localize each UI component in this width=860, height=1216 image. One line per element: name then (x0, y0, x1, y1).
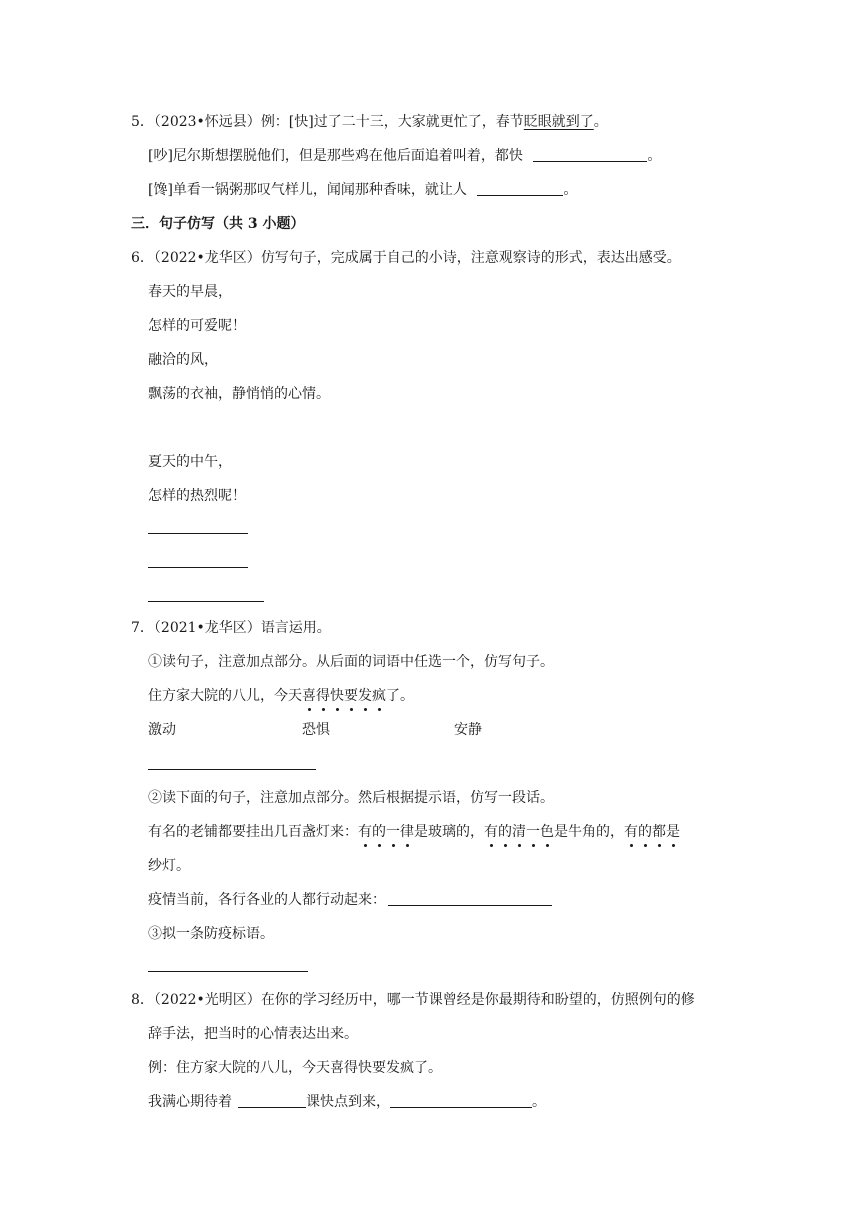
q6-answer-line-1[interactable] (148, 533, 248, 534)
q7-line (131, 618, 331, 638)
q6-prompt: 仿写句子，完成属于自己的小诗，注意观察诗的形式，表达出感受。 (260, 250, 681, 266)
q7-part1-marker: ① (148, 654, 162, 670)
q5-number: 5． (131, 114, 154, 130)
dotted-char: 的 (638, 824, 652, 840)
q6-answer-line-3[interactable] (148, 601, 264, 602)
q8-answer-text-a: 我满心期待着 (148, 1094, 232, 1110)
section3-heading: 三．句子仿写（共 3 小题） (131, 216, 305, 232)
q7-source: （2021•龙华区） (153, 620, 261, 636)
q5-source: （2023•怀远县） (153, 114, 261, 130)
q8-blank-1[interactable] (238, 1093, 306, 1108)
lantern-text-c: 是牛角的， (554, 824, 624, 840)
q7-prompt-text: 疫情当前，各行各业的人都行动起来： (148, 892, 386, 908)
lantern-text-a: 有名的老铺都要挂出几百盏灯来： (148, 824, 358, 840)
dotted-char: 发 (358, 688, 372, 704)
q5-example-prefix: 例：[快]过了二十三，大家就更忙了，春节 (260, 114, 524, 130)
q7-part3 (148, 924, 274, 944)
q7-part2-text: 读下面的句子，注意加点部分。然后根据提示语，仿写一段话。 (162, 790, 554, 806)
dotted-char: 有 (484, 824, 498, 840)
dotted-char: 都 (652, 824, 666, 840)
q8-blank-2[interactable] (390, 1093, 532, 1108)
q6-poem2-line2: 怎样的热烈呢！ (148, 488, 246, 504)
q7-part3-marker: ③ (148, 926, 162, 942)
dotted-char: 得 (316, 688, 330, 704)
dotted-char: 喜 (302, 688, 316, 704)
q5-item2-end: 。 (563, 182, 578, 198)
q8-example: 例：住方家大院的八儿，今天喜得快要发疯了。 (148, 1060, 442, 1076)
q6-source: （2022•龙华区） (153, 250, 261, 266)
dotted-char: 一 (526, 824, 540, 840)
dotted-char: 的 (498, 824, 512, 840)
dotted-char: 一 (386, 824, 400, 840)
dotted-char: 清 (512, 824, 526, 840)
q8-prompt-2: 辞手法，把当时的心情表达出来。 (148, 1026, 358, 1042)
dotted-char: 疯 (372, 688, 386, 704)
q8-answer-line (148, 1092, 546, 1112)
lantern-text-b: 是玻璃的， (414, 824, 484, 840)
q7-prompt-line (148, 890, 552, 910)
dotted-char: 有 (358, 824, 372, 840)
q6-poem1-line3: 融洽的风， (148, 352, 218, 368)
dotted-char: 色 (540, 824, 554, 840)
q7-number: 7． (131, 620, 154, 636)
q7-word-1: 激动 (148, 722, 176, 738)
q5-item2-text: [馋]单看一锅粥那叹气样儿，闻闻那种香味，就让人 (148, 182, 467, 198)
q7-word-3: 安静 (454, 722, 482, 738)
q6-number: 6． (131, 250, 154, 266)
q7-word-2: 恐惧 (302, 722, 330, 738)
dotted-char: 要 (344, 688, 358, 704)
q8-answer-text-b: 课快点到来， (306, 1094, 390, 1110)
q8-answer-end: 。 (532, 1094, 546, 1110)
q8-source: （2022•光明区） (153, 992, 261, 1008)
dotted-char: 有 (624, 824, 638, 840)
q7-part1-text: 读句子，注意加点部分。从后面的词语中任选一个，仿写句子。 (162, 654, 554, 670)
q8-line (131, 990, 695, 1010)
q7-part2 (148, 788, 554, 808)
q7-part3-answer-line[interactable] (148, 971, 308, 972)
dotted-char: 的 (372, 824, 386, 840)
q5-item1-end: 。 (647, 148, 662, 164)
q5-item2 (148, 180, 577, 200)
q6-poem1-line4: 飘荡的衣袖，静悄悄的心情。 (148, 386, 330, 402)
q5-item1-blank[interactable] (533, 147, 647, 162)
q7-sentence (148, 686, 414, 706)
dotted-char: 是 (666, 824, 680, 840)
dotted-char: 快 (330, 688, 344, 704)
q7-part3-text: 拟一条防疫标语。 (162, 926, 274, 942)
q7-lantern-sentence (148, 822, 680, 842)
q6-poem1-line2: 怎样的可爱呢！ (148, 318, 246, 334)
q7-part1-answer-line[interactable] (148, 769, 316, 770)
q6-poem2-line1: 夏天的中午， (148, 454, 232, 470)
q7-lantern-continuation: 纱灯。 (148, 858, 190, 874)
q7-sentence-prefix: 住方家大院的八儿，今天 (148, 688, 302, 704)
q7-part1 (148, 652, 554, 672)
q7-part2-marker: ② (148, 790, 162, 806)
q7-sentence-end: 了。 (386, 688, 414, 704)
q6-line (131, 248, 681, 268)
q8-number: 8． (131, 992, 154, 1008)
q7-prompt: 语言运用。 (260, 620, 331, 636)
dotted-char: 律 (400, 824, 414, 840)
q6-poem1-line1: 春天的早晨， (148, 284, 232, 300)
q5-item2-blank[interactable] (477, 181, 563, 196)
q5-example-underlined: 眨眼就到了 (523, 114, 594, 130)
q6-answer-line-2[interactable] (148, 567, 248, 568)
q7-part2-blank[interactable] (388, 891, 552, 906)
q5-item1-text: [吵]尼尔斯想摆脱他们，但是那些鸡在他后面追着叫着，都快 (148, 148, 523, 164)
q5-example-end: 。 (593, 114, 608, 130)
q5-line (131, 112, 608, 132)
q8-prompt-1: 在你的学习经历中，哪一节课曾经是你最期待和盼望的，仿照例句的修 (260, 992, 695, 1008)
q5-item1 (148, 146, 661, 166)
